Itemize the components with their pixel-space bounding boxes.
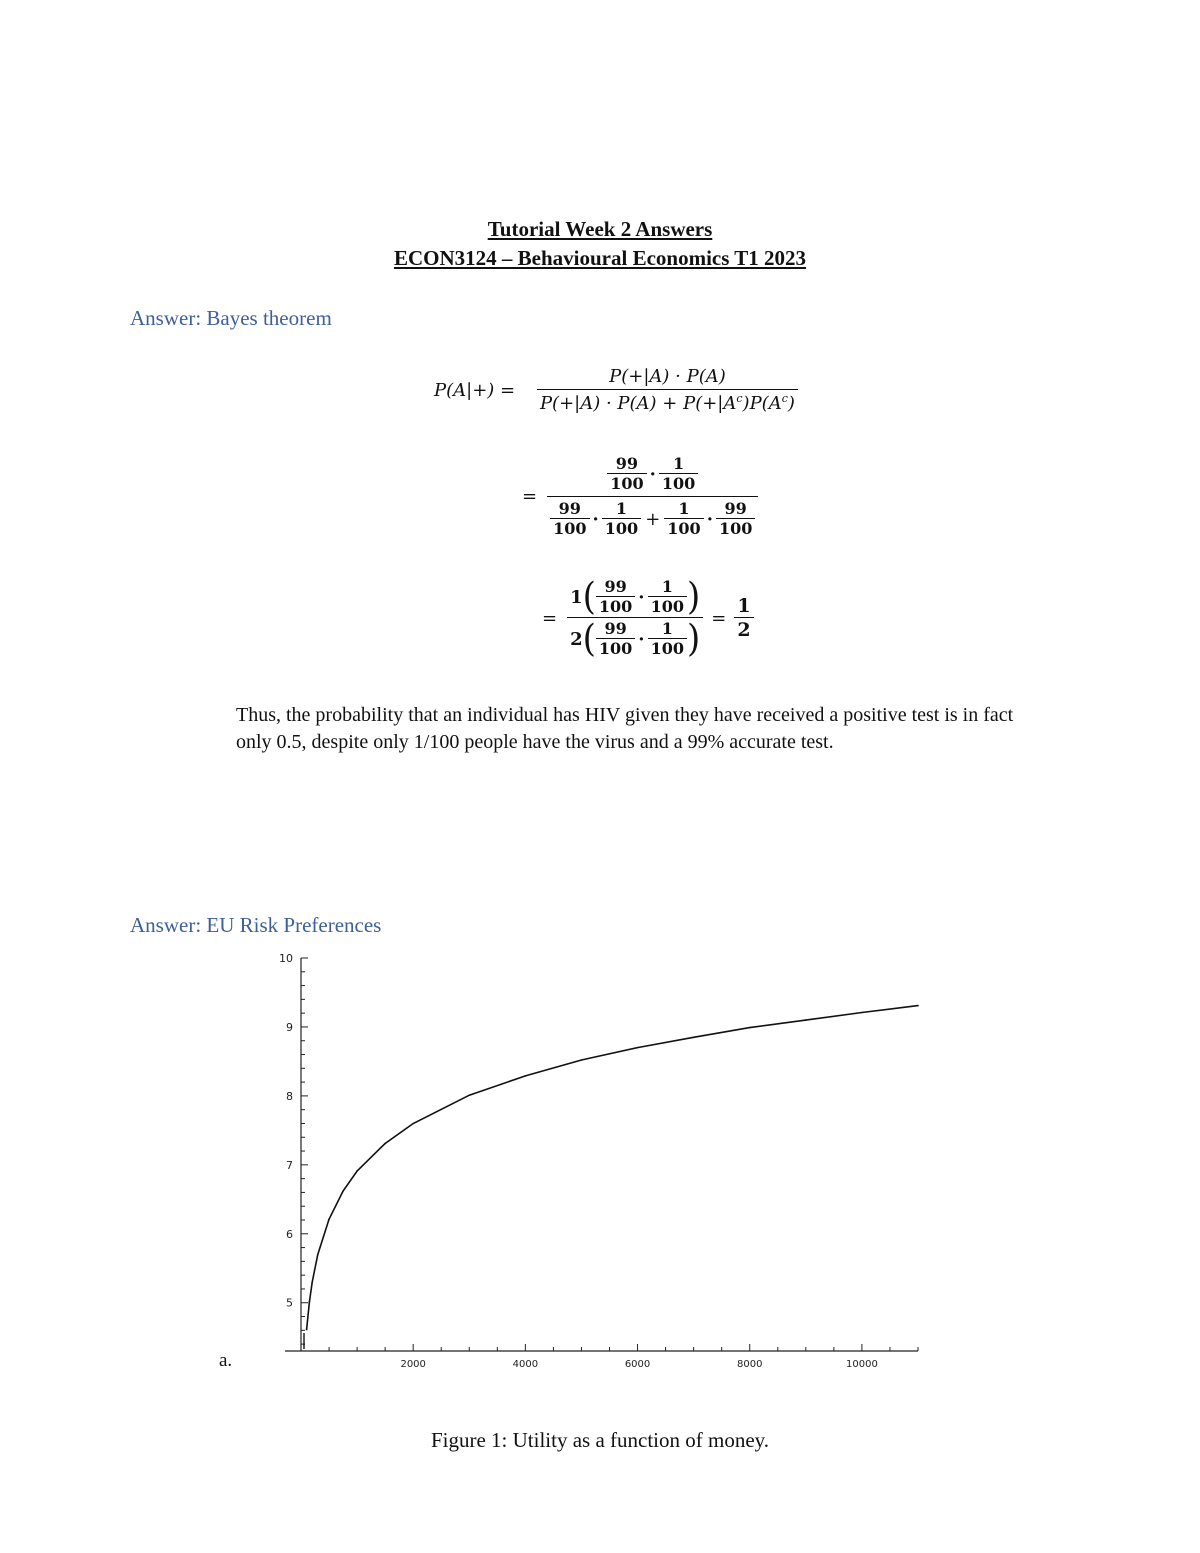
curve-point xyxy=(412,1123,414,1125)
equals-sign: = xyxy=(711,607,727,629)
x-tick-label: 8000 xyxy=(737,1359,763,1370)
figure-caption: Figure 1: Utility as a function of money. xyxy=(430,1428,770,1452)
item-label-a: a. xyxy=(219,1350,233,1371)
substitution-numerator: $\frac{99}{100}$ · $\frac{1}{100}$ xyxy=(604,455,701,496)
simplified-denominator: 2 ( $\frac{99}{100}$ · $\frac{1}{100}$ ) xyxy=(567,617,703,658)
curve-point xyxy=(637,1047,639,1049)
simplified-numerator: 1 ( $\frac{99}{100}$ · $\frac{1}{100}$ ) xyxy=(570,575,701,619)
formula-denominator: $P(+|A) \cdot P(A) + P(+|A^c)P(A^c)$ xyxy=(537,389,798,414)
numeric-substitution xyxy=(522,455,758,538)
curve-point xyxy=(311,1281,313,1283)
curve-point xyxy=(805,1019,807,1021)
equals-sign: = xyxy=(542,607,558,629)
x-tick-label: 10000 xyxy=(846,1359,878,1370)
y-tick-label: 10 xyxy=(279,952,293,965)
curve-point xyxy=(861,1012,863,1014)
section-heading-bayes: Answer: Bayes theorem xyxy=(130,306,332,330)
y-tick-label: 5 xyxy=(286,1296,293,1310)
page-title: Tutorial Week 2 Answers xyxy=(487,217,713,241)
curve-point xyxy=(309,1301,311,1303)
simplified-result xyxy=(542,575,754,661)
equals-sign: = xyxy=(522,486,538,507)
formula-numerator: P(+|A) · P(A) xyxy=(609,366,726,387)
curve-point xyxy=(525,1075,527,1077)
x-tick-label: 4000 xyxy=(512,1359,539,1370)
x-tick-label: 2000 xyxy=(400,1359,426,1370)
course-title: ECON3124 – Behavioural Economics T1 2023 xyxy=(393,246,807,270)
substitution-denominator: $\frac{99}{100}$ · $\frac{1}{100}$ + $\frac{1}{100}$ · $\frac{99}{100}$ xyxy=(547,496,758,538)
curve-point xyxy=(917,1005,919,1007)
title-block xyxy=(0,215,1200,273)
bayes-formula xyxy=(434,366,806,414)
curve-point xyxy=(384,1143,386,1145)
utility-curve xyxy=(307,1006,918,1330)
curve-point xyxy=(356,1170,358,1172)
curve-point xyxy=(693,1037,695,1039)
section-heading-eu: Answer: EU Risk Preferences xyxy=(130,913,382,937)
formula-lhs: P(A|+) = xyxy=(434,379,516,401)
result-half: $\frac{1}{2}$ xyxy=(734,595,753,641)
curve-point xyxy=(306,1329,308,1331)
substitution-fraction xyxy=(547,455,758,538)
curve-point xyxy=(317,1254,319,1256)
y-tick-label: 6 xyxy=(286,1227,293,1241)
simplified-fraction xyxy=(567,575,703,661)
y-tick-label: 8 xyxy=(286,1089,293,1103)
conclusion-paragraph: Thus, the probability that an individual has HIV given they have received a positive test is in fact only 0.5, despite only 1/100 people have the virus and a 99% accurate test. xyxy=(236,704,1014,753)
y-tick-label: 9 xyxy=(286,1020,293,1034)
curve-point xyxy=(749,1027,751,1029)
curve-point xyxy=(581,1059,583,1061)
x-tick-label: 6000 xyxy=(624,1359,651,1370)
curve-point xyxy=(469,1094,471,1096)
curve-point xyxy=(328,1219,330,1221)
y-tick-label: 7 xyxy=(286,1158,293,1172)
curve-point xyxy=(342,1190,344,1192)
formula-fraction xyxy=(529,366,806,414)
